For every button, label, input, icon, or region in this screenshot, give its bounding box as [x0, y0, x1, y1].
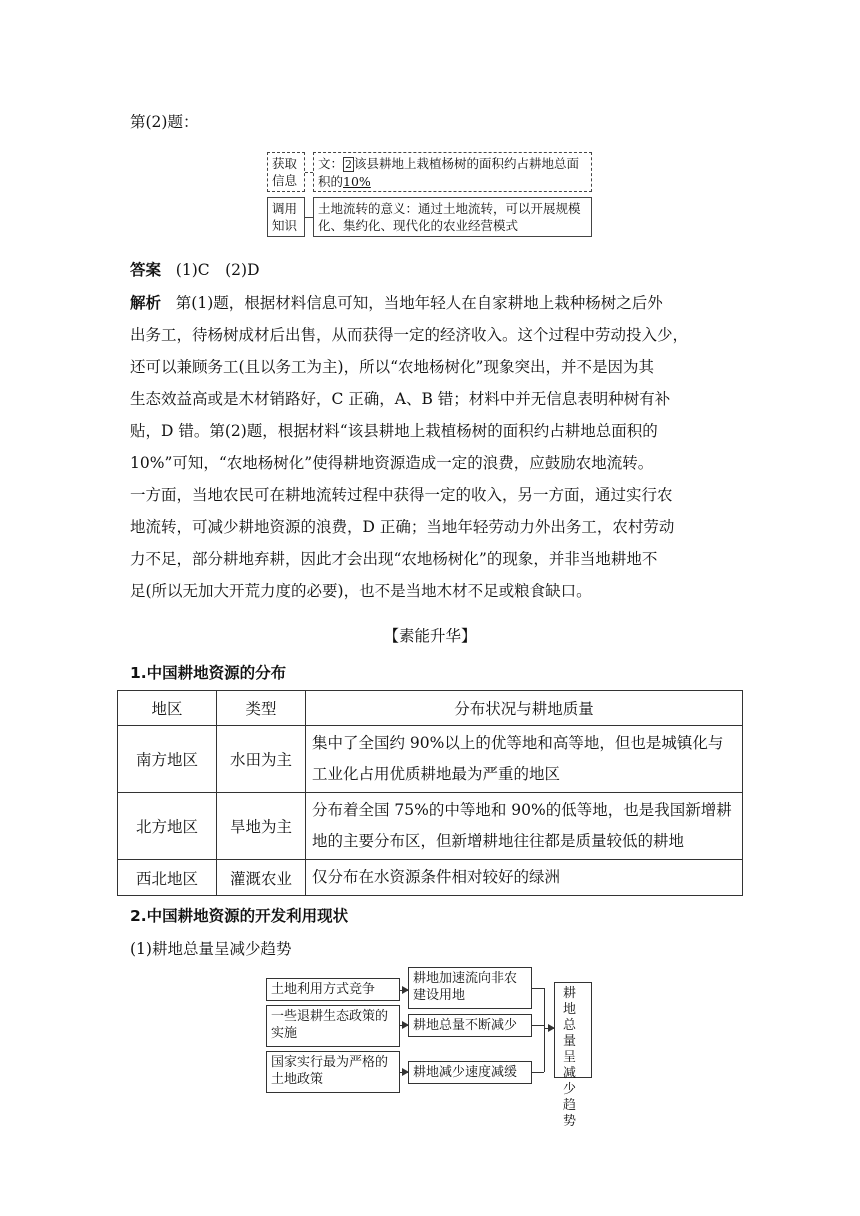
- arrow: [400, 990, 408, 991]
- section-q2-label: 第(2)题：: [130, 113, 199, 131]
- answer: [130, 260, 742, 280]
- table-cell-type: 旱地为主: [217, 793, 306, 860]
- table-cell-region: 西北地区: [118, 860, 217, 896]
- analysis-line: 足(所以无加大开荒力度的必要)，也不是当地木材不足或粮食缺口。: [130, 582, 592, 600]
- table-cell-desc: 分布着全国 75%的中等地和 90%的低等地，也是我国新增耕地的主要分布区，但新增耕地往往都是质量较低的耕地: [306, 793, 743, 860]
- heading-development: 2.中国耕地资源的开发利用现状: [130, 907, 349, 925]
- analysis-label: 解析: [130, 294, 162, 312]
- answer-label: 答案: [130, 261, 162, 279]
- knowledge-box: 土地流转的意义：通过土地流转，可以开展规模化、集约化、现代化的农业经营模式: [313, 197, 592, 237]
- analysis-line: 出务工，待杨树成材后出售，从而获得一定的经济收入。这个过程中劳动投入少，: [130, 326, 689, 344]
- info-highlight: 10%: [343, 174, 371, 189]
- info-label: 获取 信息: [267, 152, 305, 192]
- table-cell-region: 北方地区: [118, 793, 217, 860]
- table-cell-type: 灌溉农业: [217, 860, 306, 896]
- effect-box: 耕地加速流向非农建设用地: [408, 967, 532, 1009]
- distribution-table: [117, 690, 743, 896]
- cause-box: 国家实行最为严格的土地政策: [266, 1051, 400, 1093]
- table-header-row: [118, 691, 743, 726]
- arrow: [400, 1072, 408, 1073]
- table-row: [118, 860, 743, 896]
- info-num: 2: [345, 158, 353, 171]
- info-box: [313, 152, 592, 192]
- table-row: [118, 793, 743, 860]
- answer-text: (1)C (2)D: [175, 261, 260, 279]
- section-title: 【素能升华】: [383, 627, 477, 645]
- cause-box: 一些退耕生态政策的实施: [266, 1005, 400, 1047]
- knowledge-label: 调用 知识: [267, 197, 305, 237]
- analysis-line: 还可以兼顾务工(且以务工为主)，所以“农地杨树化”现象突出，并不是因为其: [130, 358, 654, 376]
- effect-box: 耕地总量不断减少: [408, 1014, 532, 1037]
- analysis-line: 生态效益高或是木材销路好，C 正确，A、B 错；材料中并无信息表明种树有补: [130, 390, 671, 408]
- table-cell-desc: 仅分布在水资源条件相对较好的绿洲: [306, 860, 743, 896]
- cause-box: 土地利用方式竞争: [266, 978, 400, 1001]
- table-header: 地区: [118, 691, 217, 726]
- arrow: [544, 1028, 554, 1029]
- table-cell-type: 水田为主: [217, 726, 306, 793]
- analysis-line: 地流转，可减少耕地资源的浪费，D 正确；当地年轻劳动力外出务工，农村劳动: [130, 518, 675, 536]
- info-prefix: 文：: [318, 156, 344, 171]
- analysis-line: 一方面，当地农民可在耕地流转过程中获得一定的收入，另一方面，通过实行农: [130, 486, 673, 504]
- analysis-line: 10%”可知，“农地杨树化”使得耕地资源造成一定的浪费，应鼓励农地流转。: [130, 454, 654, 472]
- info-text: 该县耕地上栽植杨树的面积约占耕地总面积的: [318, 156, 580, 189]
- table-row: [118, 726, 743, 793]
- effect-box: 耕地减少速度减缓: [408, 1061, 532, 1084]
- analysis-line: 贴，D 错。第(2)题，根据材料“该县耕地上栽植杨树的面积约占耕地总面积的: [130, 422, 658, 440]
- analysis-line: 力不足，部分耕地弃耕，因此才会出现“农地杨树化”的现象，并非当地耕地不: [130, 550, 658, 568]
- table-header: 分布状况与耕地质量: [306, 691, 743, 726]
- table-cell-desc: 集中了全国约 90%以上的优等地和高等地，但也是城镇化与工业化占用优质耕地最为严重的地区: [306, 726, 743, 793]
- table-header: 类型: [217, 691, 306, 726]
- analysis-line: 第(1)题，根据材料信息可知，当地年轻人在自家耕地上栽种杨树之后外: [175, 294, 663, 312]
- heading-distribution: 1.中国耕地资源的分布: [130, 664, 287, 682]
- subheading-decrease: (1)耕地总量呈减少趋势: [130, 940, 292, 958]
- arrow: [400, 1025, 408, 1026]
- table-cell-region: 南方地区: [118, 726, 217, 793]
- result-box: 耕地总量呈减少趋势: [554, 982, 592, 1078]
